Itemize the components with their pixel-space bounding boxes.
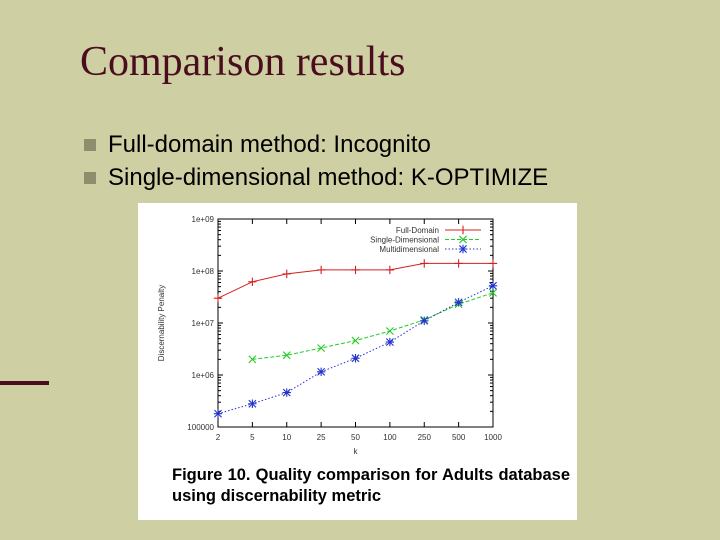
square-bullet-icon: [84, 139, 96, 151]
x-tick-label: 2: [215, 433, 221, 442]
y-tick-label: 1e+09: [191, 215, 214, 224]
data-point-0: [351, 266, 359, 274]
x-tick-label: 25: [316, 433, 326, 442]
bullet-text: Full-domain method: Incognito: [108, 131, 431, 158]
y-tick-label: 1e+08: [191, 267, 214, 276]
penalty-chart: [138, 203, 577, 463]
data-point-1: [352, 337, 359, 344]
bullet-item: [84, 128, 548, 161]
slide-title: Comparison results: [80, 39, 406, 85]
series-line-2: [218, 286, 493, 414]
figure-caption: Figure 10. Quality comparison for Adults database using discernability metric: [172, 466, 570, 505]
bullet-item: [84, 161, 548, 194]
bullet-text: Single-dimensional method: K-OPTIMIZE: [108, 164, 549, 191]
y-axis-title: Discernability Penalty: [157, 284, 166, 362]
data-point-0: [248, 278, 256, 286]
legend-label: Full-Domain: [395, 226, 439, 235]
data-point-1: [318, 344, 325, 351]
square-bullet-icon: [84, 172, 96, 184]
x-tick-label: 5: [250, 433, 255, 442]
legend-marker: [459, 226, 467, 234]
x-tick-label: 1000: [484, 433, 502, 442]
bullet-list: [84, 128, 548, 194]
data-point-0: [386, 266, 394, 274]
legend-label: Multidimensional: [379, 245, 439, 254]
data-point-1: [386, 327, 393, 334]
x-tick-label: 500: [451, 433, 466, 442]
data-point-0: [454, 259, 462, 267]
plot-frame: [218, 219, 493, 427]
data-point-0: [283, 270, 291, 278]
y-tick-label: 1e+06: [191, 371, 214, 380]
figure-panel: [138, 203, 577, 520]
accent-line: [0, 381, 49, 385]
data-point-0: [214, 294, 222, 302]
y-tick-label: 100000: [187, 423, 214, 432]
x-tick-label: 100: [383, 433, 397, 442]
data-point-0: [489, 259, 497, 267]
y-tick-label: 1e+07: [191, 319, 214, 328]
data-point-0: [317, 266, 325, 274]
legend-label: Single-Dimensional: [370, 235, 439, 245]
x-tick-label: 50: [351, 433, 360, 442]
x-axis-title: k: [353, 447, 358, 456]
x-tick-label: 10: [282, 433, 292, 442]
data-point-0: [420, 259, 428, 267]
x-tick-label: 250: [417, 433, 431, 442]
